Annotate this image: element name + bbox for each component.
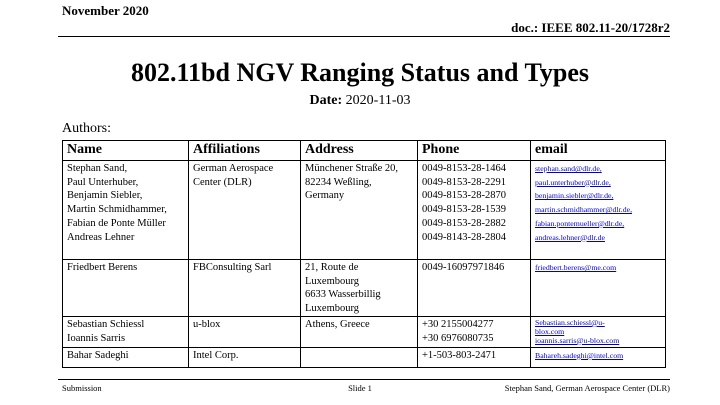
affiliation-line: u-blox <box>193 318 221 330</box>
date-value: 2020-11-03 <box>345 93 411 108</box>
email-link[interactable]: stephan.sand@dlr.de, <box>535 164 602 173</box>
address-line: Athens, Greece <box>305 318 370 330</box>
affiliation-cell <box>189 161 301 260</box>
affiliation-cell <box>189 347 301 367</box>
address-line: 21, Route de <box>305 262 359 273</box>
author-name: Stephan Sand, <box>67 163 128 174</box>
col-header-address: Address <box>301 141 418 161</box>
author-name: Fabian de Ponte Müller <box>67 217 166 229</box>
table-row <box>63 161 666 260</box>
phone-number: 0049-8153-28-1539 <box>422 204 506 216</box>
name-cell <box>63 260 189 317</box>
date-label: Date: <box>309 93 343 108</box>
col-header-affiliations: Affiliations <box>189 141 301 161</box>
phone-cell <box>418 161 531 260</box>
email-link[interactable]: friedbert.berens@me.com <box>535 263 617 272</box>
phone-number: +30 6976080735 <box>422 332 494 344</box>
footer-slide-number: Slide 1 <box>348 383 372 393</box>
name-cell <box>63 161 189 260</box>
email-link[interactable]: benjamin.siebler@dlr.de, <box>535 191 614 201</box>
email-link[interactable]: Sebastian.schiessl@u- <box>535 317 605 327</box>
affiliation-line: German Aerospace <box>193 163 274 174</box>
email-link[interactable]: andreas.lehner@dlr.de <box>535 232 605 242</box>
table-row <box>63 347 666 367</box>
address-cell <box>301 316 418 347</box>
header-date: November 2020 <box>62 3 149 18</box>
email-link[interactable]: martin.schmidhammer@dlr.de, <box>535 205 633 215</box>
address-cell <box>301 347 418 367</box>
table-row <box>63 260 666 317</box>
phone-number: 0049-16097971846 <box>422 262 505 273</box>
col-header-email: email <box>531 141 666 161</box>
email-cell <box>531 347 666 367</box>
author-name: Paul Unterhuber, <box>67 176 139 188</box>
email-link[interactable]: ioannis.sarris@u-blox.com <box>535 335 620 345</box>
phone-cell <box>418 316 531 347</box>
affiliation-line: Center (DLR) <box>193 176 252 188</box>
name-cell <box>63 347 189 367</box>
address-line: Luxembourg <box>305 303 360 315</box>
affiliation-line: Intel Corp. <box>193 349 239 361</box>
address-line: 6633 Wasserbillig <box>305 289 381 301</box>
address-line: Germany <box>305 190 345 202</box>
col-header-name: Name <box>63 141 189 161</box>
address-cell <box>301 260 418 317</box>
email-cell <box>531 316 666 347</box>
phone-number: +1-503-803-2471 <box>422 349 497 361</box>
phone-number: 0049-8153-28-2870 <box>422 190 506 202</box>
slide-title: 802.11bd NGV Ranging Status and Types <box>130 58 590 87</box>
author-name: Bahar Sadeghi <box>67 349 129 361</box>
author-name: Andreas Lehner <box>67 231 135 243</box>
affiliation-cell <box>189 316 301 347</box>
author-name: Martin Schmidhammer, <box>67 204 167 216</box>
phone-number: 0049-8153-28-2882 <box>422 217 506 229</box>
phone-number: 0049-8143-28-2804 <box>422 231 506 243</box>
email-link[interactable]: paul.unterhuber@dlr.de, <box>535 177 611 187</box>
date-line <box>0 93 720 109</box>
phone-cell <box>418 347 531 367</box>
col-header-phone: Phone <box>418 141 531 161</box>
author-name: Ioannis Sarris <box>67 332 126 344</box>
header-doc-id: doc.: IEEE 802.11-20/1728r2 <box>511 20 670 35</box>
email-cell <box>531 161 666 260</box>
email-link[interactable]: Bahareh.sadeghi@intel.com <box>535 350 624 360</box>
address-cell <box>301 161 418 260</box>
email-link[interactable]: blox.com <box>535 326 565 336</box>
phone-number: 0049-8153-28-1464 <box>422 163 506 174</box>
address-line: 82234 Weßling, <box>305 176 372 188</box>
author-name: Friedbert Berens <box>67 262 138 273</box>
address-line: Luxembourg <box>305 275 360 287</box>
footer-author: Stephan Sand, German Aerospace Center (DLR) <box>504 383 670 393</box>
author-name: Sebastian Schiessl <box>67 318 145 330</box>
phone-number: +30 2155004277 <box>422 318 494 330</box>
email-cell <box>531 260 666 317</box>
table-header-row <box>63 141 666 161</box>
header-divider <box>58 36 670 37</box>
email-link[interactable]: fabian.pontemueller@dlr.de, <box>535 218 625 228</box>
authors-label: Authors: <box>62 121 111 136</box>
footer-divider <box>58 379 670 380</box>
author-name: Benjamin Siebler, <box>67 190 143 202</box>
footer-submission: Submission <box>62 383 102 393</box>
phone-number: 0049-8153-28-2291 <box>422 176 506 188</box>
authors-table <box>62 140 666 368</box>
affiliation-line: FBConsulting Sarl <box>193 262 272 273</box>
table-row <box>63 316 666 347</box>
name-cell <box>63 316 189 347</box>
address-line: Münchener Straße 20, <box>305 163 399 174</box>
phone-cell <box>418 260 531 317</box>
affiliation-cell <box>189 260 301 317</box>
